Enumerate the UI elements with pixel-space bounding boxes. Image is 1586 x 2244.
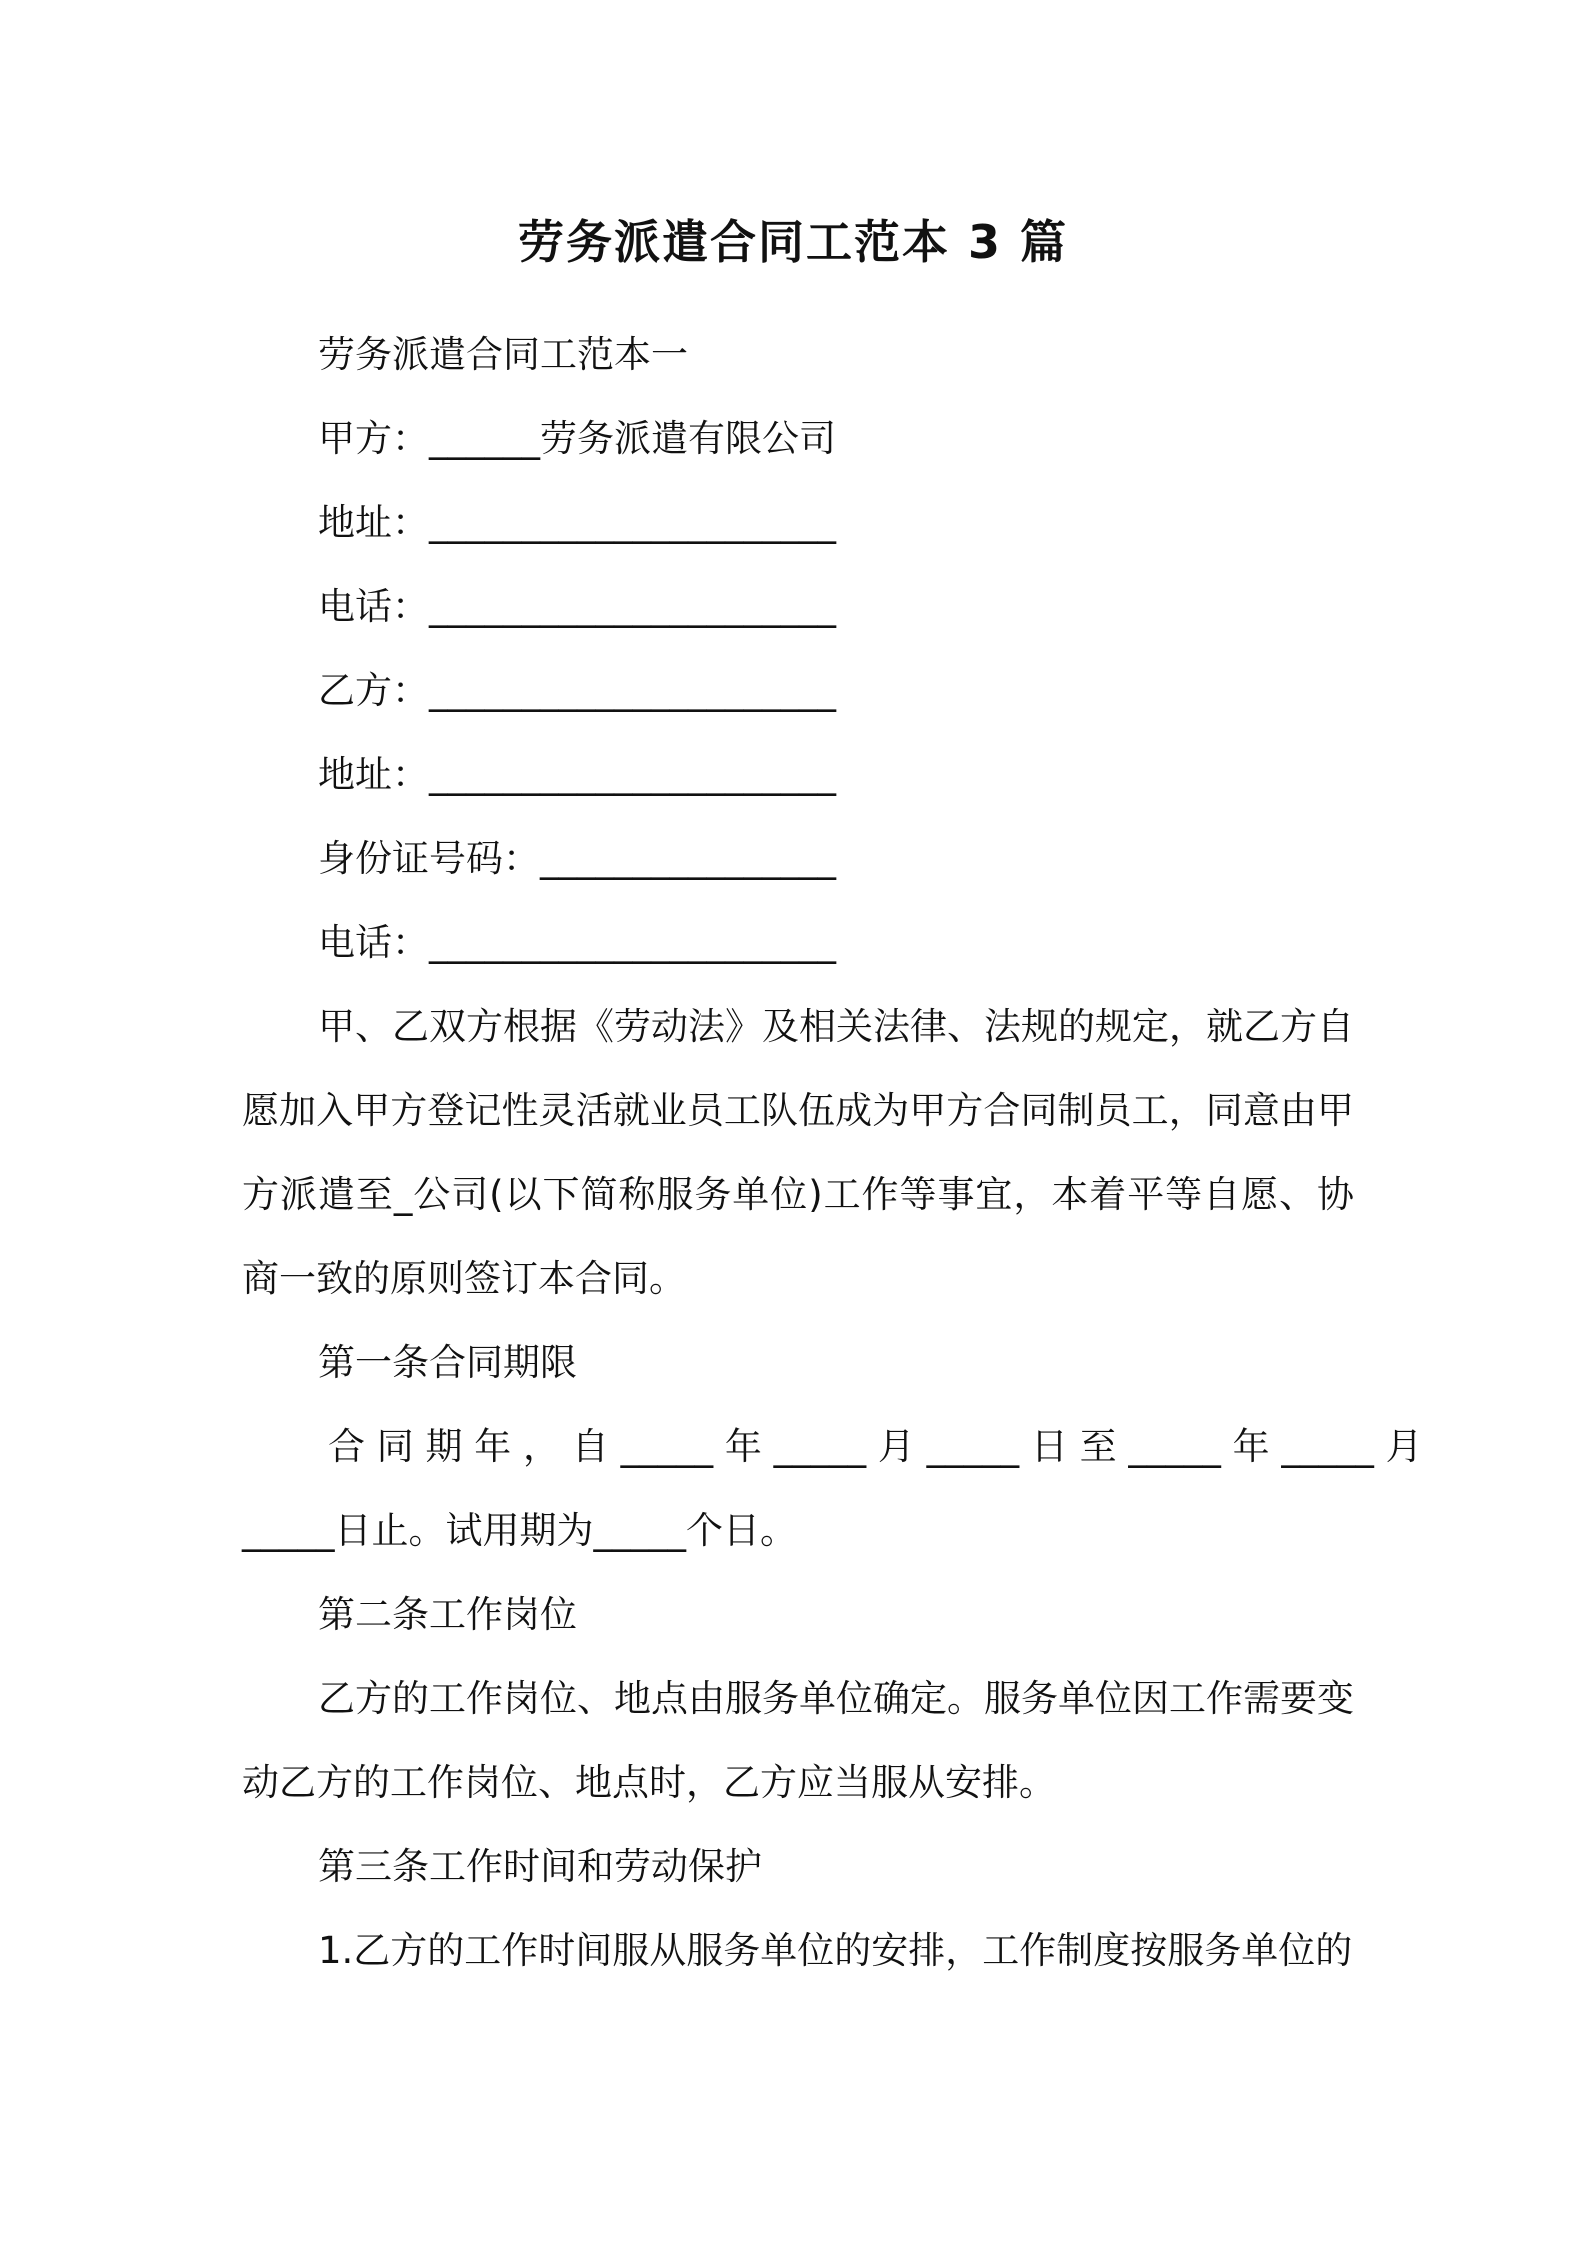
party-b-id-number: 身份证号码：________________ (318, 837, 836, 880)
article-2-paragraph: 乙方的工作岗位、地点由服务单位确定。服务单位因工作需要变动乙方的工作岗位、地点时，乙方应当服从安排。 (242, 1677, 1354, 1804)
party-b-phone: 电话：______________________ (318, 921, 836, 964)
article-3-title: 第三条工作时间和劳动保护 (318, 1845, 762, 1888)
party-a-address: 地址：______________________ (318, 501, 836, 544)
article-1-title: 第一条合同期限 (318, 1341, 577, 1384)
document-title: 劳务派遣合同工范本 3 篇 (517, 215, 1069, 269)
section-subtitle: 劳务派遣合同工范本一 (318, 333, 688, 376)
party-b-name: 乙方：______________________ (318, 669, 836, 712)
party-a-name: 甲方：______劳务派遣有限公司 (318, 417, 836, 460)
party-a-phone: 电话：______________________ (318, 585, 836, 628)
article-1-probation-line: _____日止。试用期为_____个日。 (242, 1509, 797, 1552)
article-2-title: 第二条工作岗位 (318, 1593, 577, 1636)
party-b-address: 地址：______________________ (318, 753, 836, 796)
preamble-paragraph: 甲、乙双方根据《劳动法》及相关法律、法规的规定，就乙方自愿加入甲方登记性灵活就业员工队伍成为甲方合同制员工，同意由甲方派遣至_公司(以下简称服务单位)工作等事宜，本着平等自愿、协商一致的原则签订本合同。 (242, 1005, 1354, 1300)
article-1-term-line: 合 同 期 年 ， 自 _____ 年 _____ 月 _____ 日 至 _____ 年 _____ 月 (328, 1425, 1423, 1468)
article-3-item-1: 1.乙方的工作时间服从服务单位的安排，工作制度按服务单位的 (318, 1929, 1353, 1972)
